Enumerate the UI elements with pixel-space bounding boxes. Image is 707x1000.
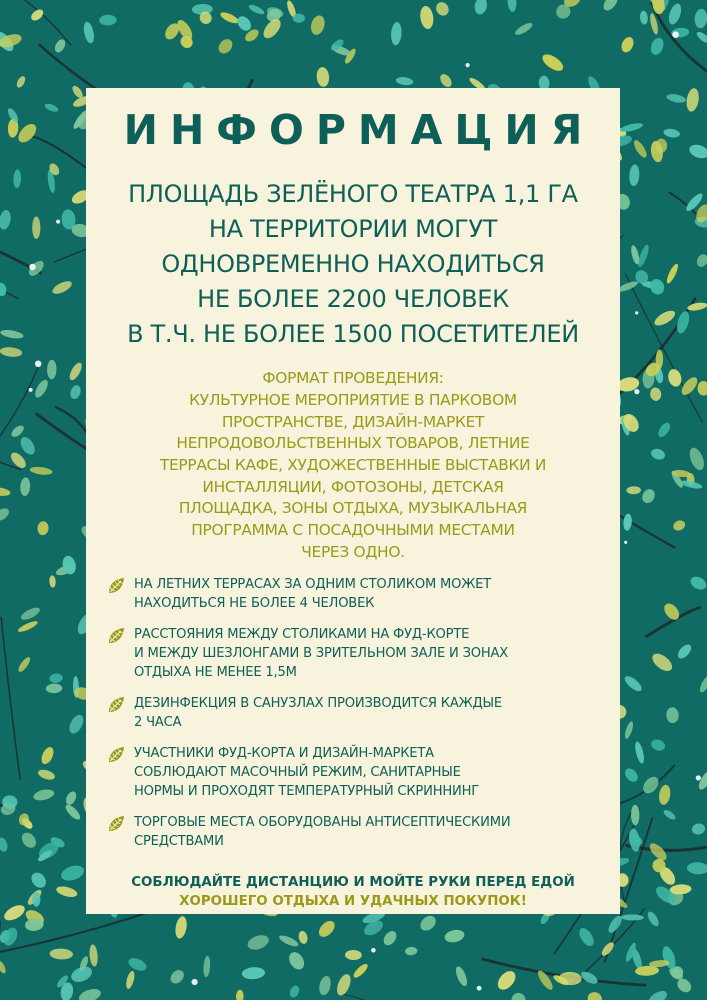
info-panel [86, 88, 620, 914]
rule-text: НАХОДИТЬСЯ НЕ БОЛЕЕ 4 ЧЕЛОВЕК [134, 596, 375, 612]
leaf-icon [106, 695, 126, 715]
rule-item [134, 694, 598, 732]
format-heading: ФОРМАТ ПРОВЕДЕНИЯ: [262, 369, 444, 388]
rule-text: ТОРГОВЫЕ МЕСТА ОБОРУДОВАНЫ АНТИСЕПТИЧЕСКИМИ [134, 815, 511, 831]
format-line: ТЕРРАСЫ КАФЕ, ХУДОЖЕСТВЕННЫЕ ВЫСТАВКИ И [159, 455, 547, 474]
format-line: НЕПРОДОВОЛЬСТВЕННЫХ ТОВАРОВ, ЛЕТНИЕ [176, 434, 530, 453]
summary-line: В Т.Ч. НЕ БОЛЕЕ 1500 ПОСЕТИТЕЛЕЙ [127, 320, 579, 349]
rule-text: НА ЛЕТНИХ ТЕРРАСАХ ЗА ОДНИМ СТОЛИКОМ МОЖЕТ [134, 577, 491, 593]
rule-item [134, 625, 598, 682]
rule-text: СРЕДСТВАМИ [134, 834, 224, 850]
leaf-icon [106, 814, 126, 834]
summary-line: ОДНОВРЕМЕННО НАХОДИТЬСЯ [161, 250, 545, 279]
summary-line: НЕ БОЛЕЕ 2200 ЧЕЛОВЕК [197, 285, 509, 314]
format-line: ПЛОЩАДКА, ЗОНЫ ОТДЫХА, МУЗЫКАЛЬНАЯ [178, 499, 528, 518]
leaf-icon [106, 576, 126, 596]
rule-text: НОРМЫ И ПРОХОДЯТ ТЕМПЕРАТУРНЫЙ СКРИННИНГ [134, 784, 480, 800]
rule-text: РАССТОЯНИЯ МЕЖДУ СТОЛИКАМИ НА ФУД-КОРТЕ [134, 627, 470, 643]
rule-text: ОТДЫХА НЕ МЕНЕЕ 1,5М [134, 665, 297, 681]
rule-item [134, 575, 598, 613]
leaf-icon [106, 745, 126, 765]
rule-text: СОБЛЮДАЮТ МАСОЧНЫЙ РЕЖИМ, САНИТАРНЫЕ [134, 765, 461, 781]
format-line: ПРОСТРАНСТВЕ, ДИЗАЙН-МАРКЕТ [221, 412, 485, 431]
rule-text: 2 ЧАСА [134, 715, 182, 731]
page-title: ИНФОРМАЦИЯ [123, 106, 595, 154]
leaf-icon [106, 626, 126, 646]
format-line: ПРОГРАММА С ПОСАДОЧНЫМИ МЕСТАМИ [191, 521, 515, 540]
rule-text: УЧАСТНИКИ ФУД-КОРТА И ДИЗАЙН-МАРКЕТА [134, 746, 434, 762]
summary-line: ПЛОЩАДЬ ЗЕЛЁНОГО ТЕАТРА 1,1 ГА [128, 180, 578, 209]
event-format [104, 368, 602, 563]
rule-item [134, 744, 598, 801]
rule-item [134, 813, 598, 851]
rule-text: ДЕЗИНФЕКЦИЯ В САНУЗЛАХ ПРОИЗВОДИТСЯ КАЖДЫЕ [134, 696, 502, 712]
footer [104, 873, 602, 911]
rules-list [104, 575, 602, 851]
format-line: ЧЕРЕЗ ОДНО. [301, 542, 405, 561]
footer-wishes: ХОРОШЕГО ОТДЫХА И УДАЧНЫХ ПОКУПОК! [179, 894, 527, 910]
format-line: КУЛЬТУРНОЕ МЕРОПРИЯТИЕ В ПАРКОВОМ [189, 390, 517, 409]
format-line: ИНСТАЛЛЯЦИИ, ФОТОЗОНЫ, ДЕТСКАЯ [202, 477, 504, 496]
summary-line: НА ТЕРРИТОРИИ МОГУТ [208, 215, 498, 244]
footer-reminder: СОБЛЮДАЙТЕ ДИСТАНЦИЮ И МОЙТЕ РУКИ ПЕРЕД ЕДОЙ [131, 875, 575, 891]
capacity-summary [104, 177, 602, 352]
rule-text: И МЕЖДУ ШЕЗЛОНГАМИ В ЗРИТЕЛЬНОМ ЗАЛЕ И ЗОНАХ [134, 646, 509, 662]
